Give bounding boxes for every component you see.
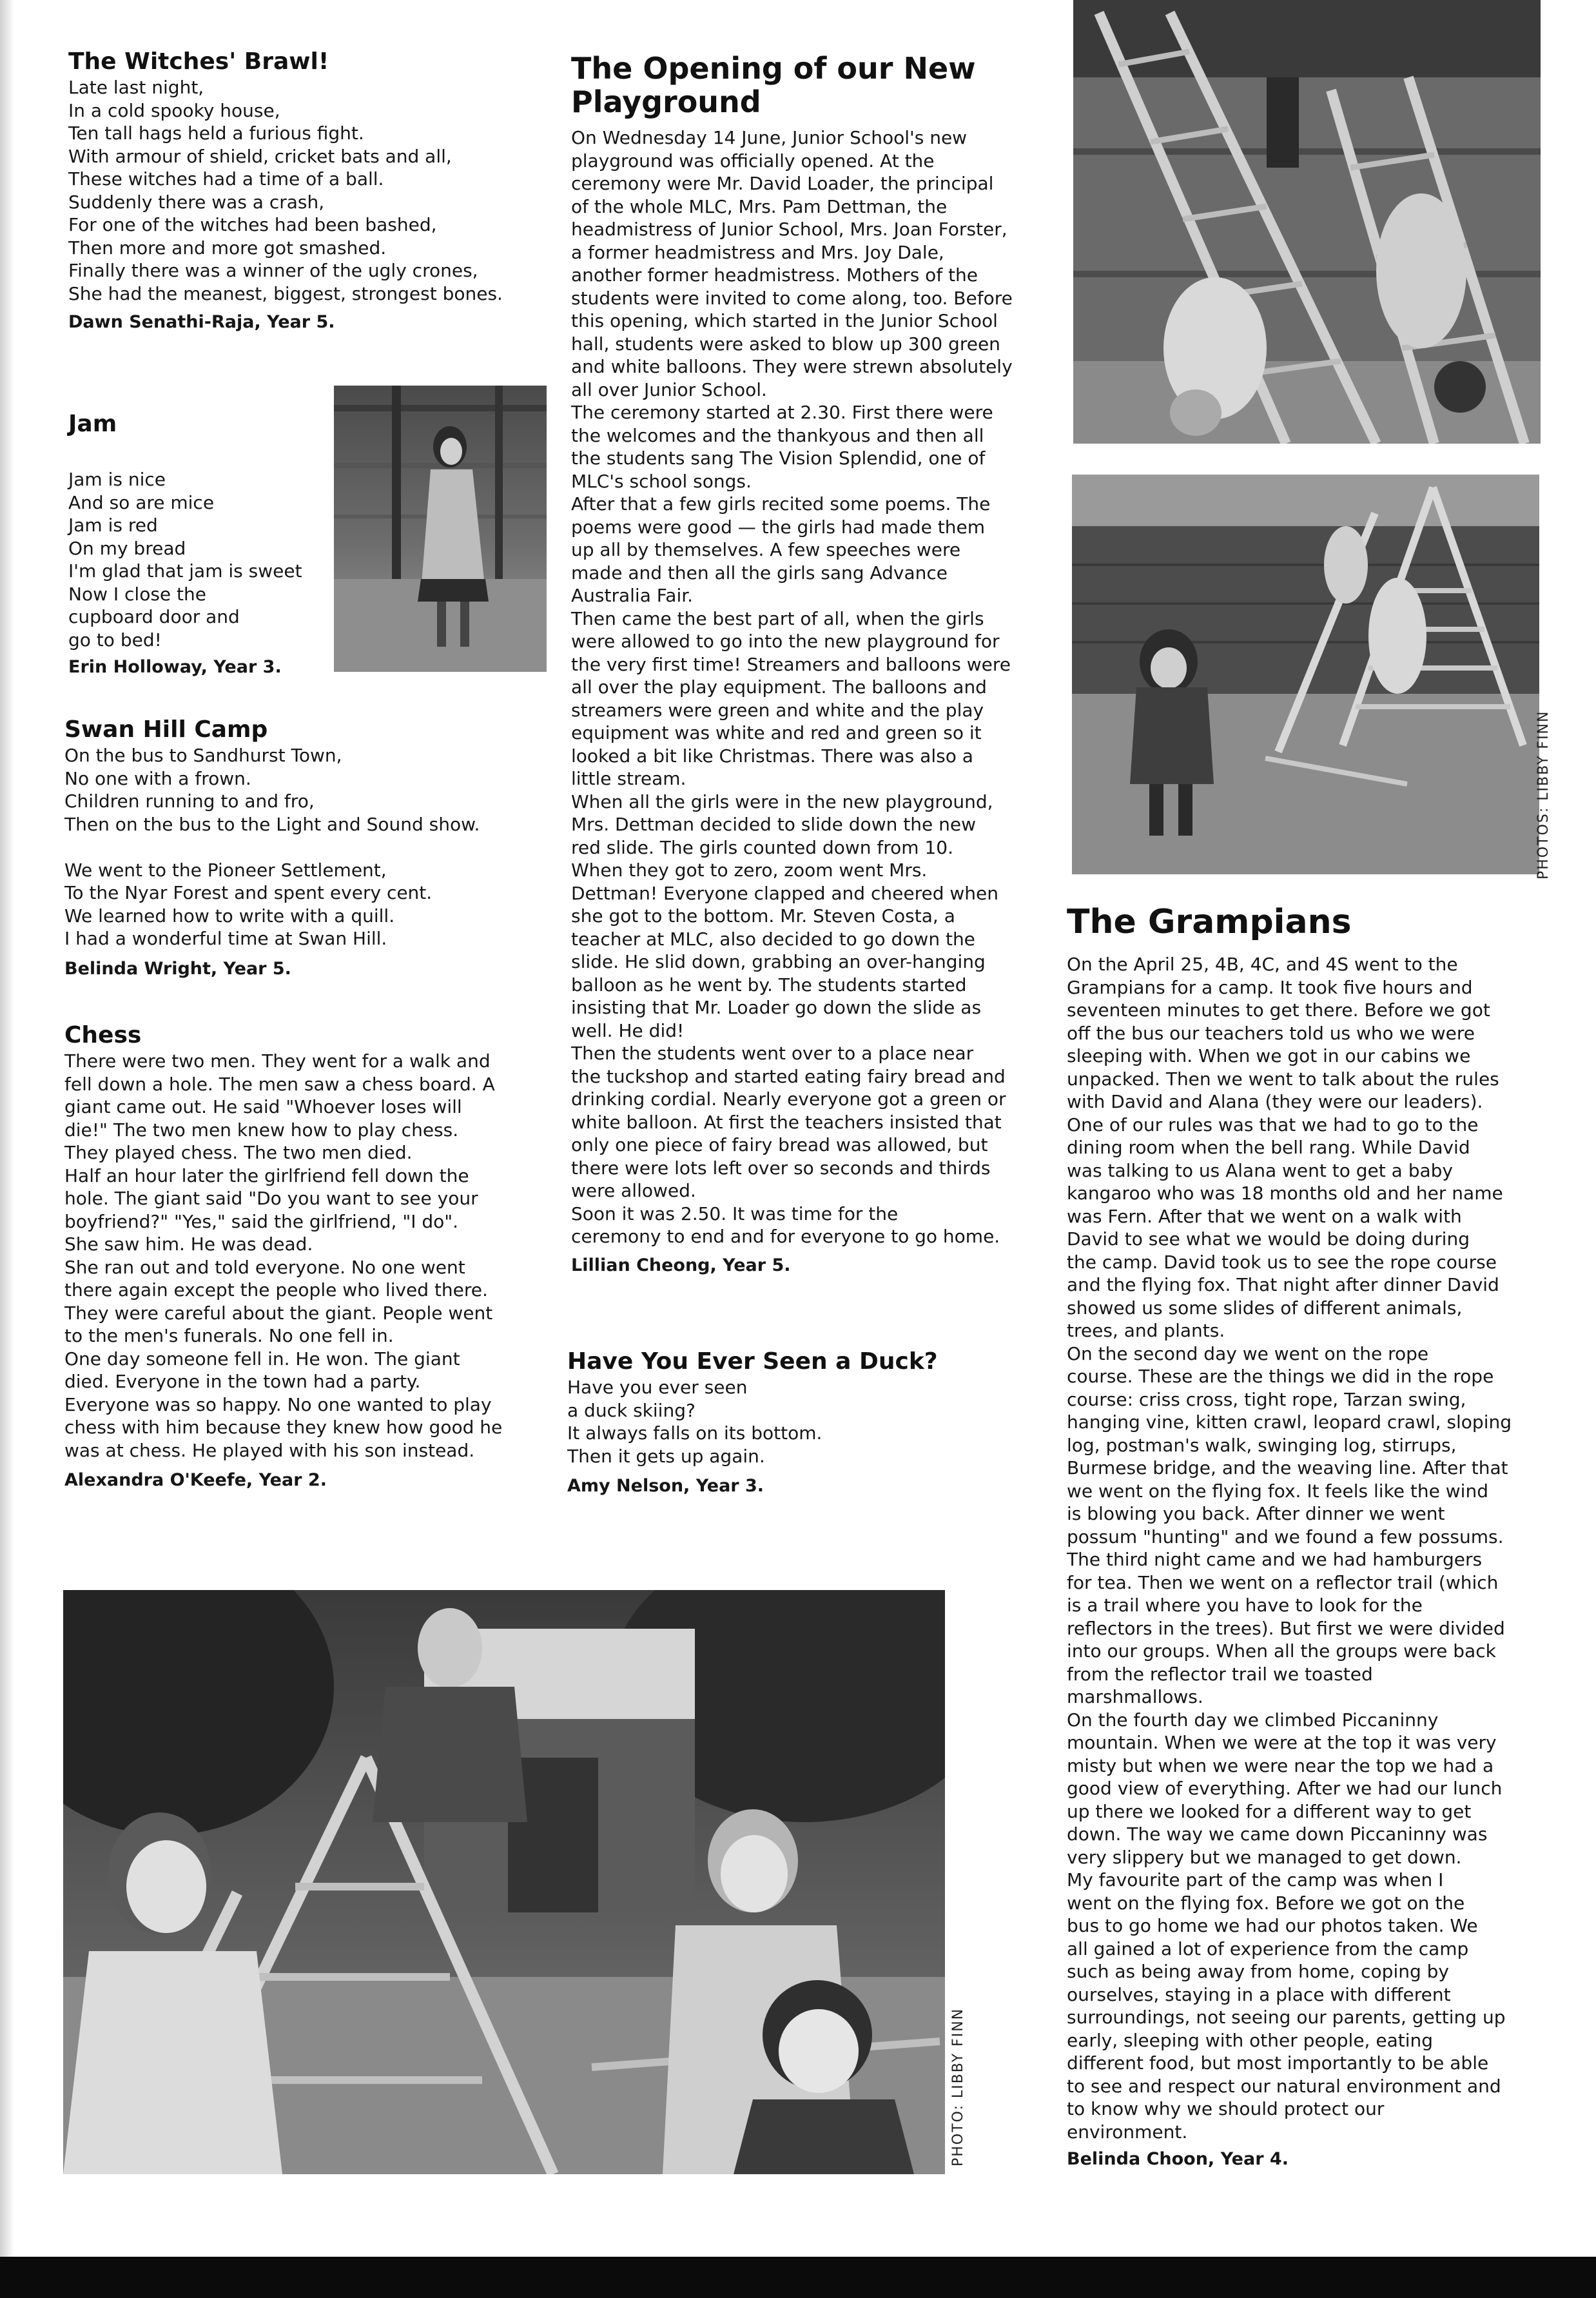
grampians-author: Belinda Choon, Year 4. xyxy=(1067,2149,1289,2169)
duck-body: Have you ever seen a duck skiing? It always falls on its bottom. Then it gets up again. xyxy=(567,1377,822,1467)
chess-body: There were two men. They went for a walk and fell down a hole. The men saw a chess board. A giant came out. He said "Whoever loses will die!" The two men knew how to play chess. They played chess. The two men died. Half an hour later the girlfriend fell down the hole. The giant said "Do you want to see your boyfriend?" "Yes," said the girlfriend, "I do". She saw him. He was dead. She ran out and told everyone. No one went there again except the people who lived there. They were careful about the giant. People went to the men's funerals. No one fell in. One day someone fell in. He won. The giant died. Everyone in the town had a party. Everyone was so happy. No one wanted to play chess with him because they knew how good he was at chess. He played with his son instead. xyxy=(64,1050,503,1461)
witches-brawl-poem xyxy=(68,48,532,333)
playground-author: Lillian Cheong, Year 5. xyxy=(571,1255,791,1275)
photo-credit: PHOTO: LIBBY FINN xyxy=(950,2007,966,2166)
grampians-title: The Grampians xyxy=(1067,903,1352,941)
playground-article xyxy=(571,52,1035,1277)
swan-body: On the bus to Sandhurst Town, No one with a frown. Children running to and fro, Then on the bus to the Light and Sound show. We went to the Pioneer Settlement, To the Nyar Forest and spent every cent. We learned how to write with a quill. I had a wonderful time at Swan Hill. xyxy=(64,745,480,949)
playground-body: On Wednesday 14 June, Junior School's new playground was officially opened. At the ceremony were Mr. David Loader, the principal of the whole MLC, Mrs. Pam Dettman, the headmistress of Junior School, Mrs. Joan Forster, a former headmistress and Mrs. Joy Dale, another former headmistress. Mothers of the students were invited to come along, too. Before this opening, which started in the Junior School hall, students were asked to blow up 300 green and white balloons. They were strewn absolutely all over Junior School. The ceremony started at 2.30. First there were the welcomes and the thankyous and then all the students sang The Vision Splendid, one of MLC's school songs. After that a few girls recited some poems. The poems were good — the girls had made them up all by themselves. A few speeches were made and then all the girls sang Advance Australia Fair. Then came the best part of all, when the girls were allowed to go into the new playground for the very first time! Streamers and balloons were all over the play equipment. The balloons and streamers were green and white and the play equipment was white and red and green so it looked a bit like Christmas. There was also a little stream. When all the girls were in the new playground, Mrs. Dettman decided to slide down the new red slide. The girls counted down from 10. When they got to zero, zoom went Mrs. Dettman! Everyone clapped and cheered when she got to the bottom. Mr. Steven Costa, a teacher at MLC, also decided to go down the slide. He slid down, grabbing an over-hanging balloon as he went by. The students started insisting that Mr. Loader go down the slide as well. He did! Then the students went over to a place near the tuckshop and started eating fairy bread and drinking cordial. Nearly everyone got a green or white balloon. At first the teachers insisted that only one piece of fairy bread was allowed, but there were lots left over so seconds and thirds were allowed. Soon it was 2.50. It was time for the ceremony to end and for everyone to go home. xyxy=(571,127,1013,1247)
jam-poem xyxy=(68,410,339,678)
playground-title-line2: Playground xyxy=(571,84,761,119)
witches-title: The Witches' Brawl! xyxy=(68,48,329,75)
photos-credit: PHOTOS: LIBBY FINN xyxy=(1535,710,1552,879)
playground-title-line1: The Opening of our New xyxy=(571,51,976,86)
jam-body: Jam is nice And so are mice Jam is red On my bread I'm glad that jam is sweet Now I close the cupboard door and go to bed! xyxy=(68,469,302,651)
witches-author: Dawn Senathi-Raja, Year 5. xyxy=(68,312,335,332)
duck-title: Have You Ever Seen a Duck? xyxy=(567,1348,938,1375)
scan-bottom-edge xyxy=(0,2257,1596,2298)
grampians-body: On the April 25, 4B, 4C, and 4S went to the Grampians for a camp. It took five hours and seventeen minutes to get there. Before we got off the bus our teachers told us who we were sleeping with. When we got in our cabins we unpacked. Then we went to talk about the rules with David and Alana (they were our leaders). One of our rules was that we had to go to the dining room when the bell rang. While David was talking to us Alana went to get a baby kangaroo who was 18 months old and her name was Fern. After that we went on a walk with David to see what we would be doing during the camp. David took us to see the rope course and the flying fox. That night after dinner David showed us some slides of different animals, trees, and plants. On the second day we went on the rope course. These are the things we did in the rope course: criss cross, tight rope, Tarzan swing, hanging vine, kitten crawl, leopard crawl, sloping log, postman's walk, swinging log, stirrups, Burmese bridge, and the weaving line. After that we went on the flying fox. It feels like the wind is blowing you back. After dinner we went possum "hunting" and we found a few possums. The third night came and we had hamburgers for tea. Then we went on a reflector trail (which is a trail where you have to look for the reflectors in the trees). But first we were divided into our groups. When all the groups were back from the reflector trail we toasted marshmallows. On the fourth day we climbed Piccaninny mountain. When we were at the top it was very misty but when we were near the top we had a good view of everything. After we had our lunch up there we looked for a different way to get down. The way we came down Piccaninny was very slippery but we managed to get down. My favourite part of the camp was when I went on the flying fox. Before we got on the bus to go home we had our photos taken. We all gained a lot of experience from the camp such as being away from home, coping by ourselves, staying in a place with different surroundings, not seeing our parents, getting up early, sleeping with other people, eating different food, but most importantly to be able to see and respect our natural environment and to know why we should protect our environment. xyxy=(1067,954,1512,2143)
swan-hill-camp-poem xyxy=(64,716,541,980)
ladder-climbers-photo xyxy=(1073,0,1541,444)
page-binding-shadow xyxy=(0,0,14,2298)
swan-author: Belinda Wright, Year 5. xyxy=(64,958,291,979)
grampians-article xyxy=(1067,903,1557,2170)
chess-title: Chess xyxy=(64,1022,142,1048)
duck-author: Amy Nelson, Year 3. xyxy=(567,1476,764,1496)
jam-title: Jam xyxy=(68,411,117,437)
chess-story xyxy=(64,1021,529,1491)
chess-author: Alexandra O'Keefe, Year 2. xyxy=(64,1470,327,1490)
jam-photo xyxy=(334,386,547,672)
jam-author: Erin Holloway, Year 3. xyxy=(68,657,282,677)
playground-ladder-photo xyxy=(1072,475,1539,874)
duck-poem xyxy=(567,1348,1031,1497)
witches-body: Late last night, In a cold spooky house, Ten tall hags held a furious fight. With armour of shield, cricket bats and all, These witches had a time of a ball. Suddenly there was a crash, For one of the witches had been bashed, Then more and more got smashed. Finally there was a winner of the ugly crones, She had the meanest, biggest, strongest bones. xyxy=(68,77,503,304)
swan-title: Swan Hill Camp xyxy=(64,716,268,743)
children-on-climbing-frame-photo xyxy=(63,1590,945,2174)
